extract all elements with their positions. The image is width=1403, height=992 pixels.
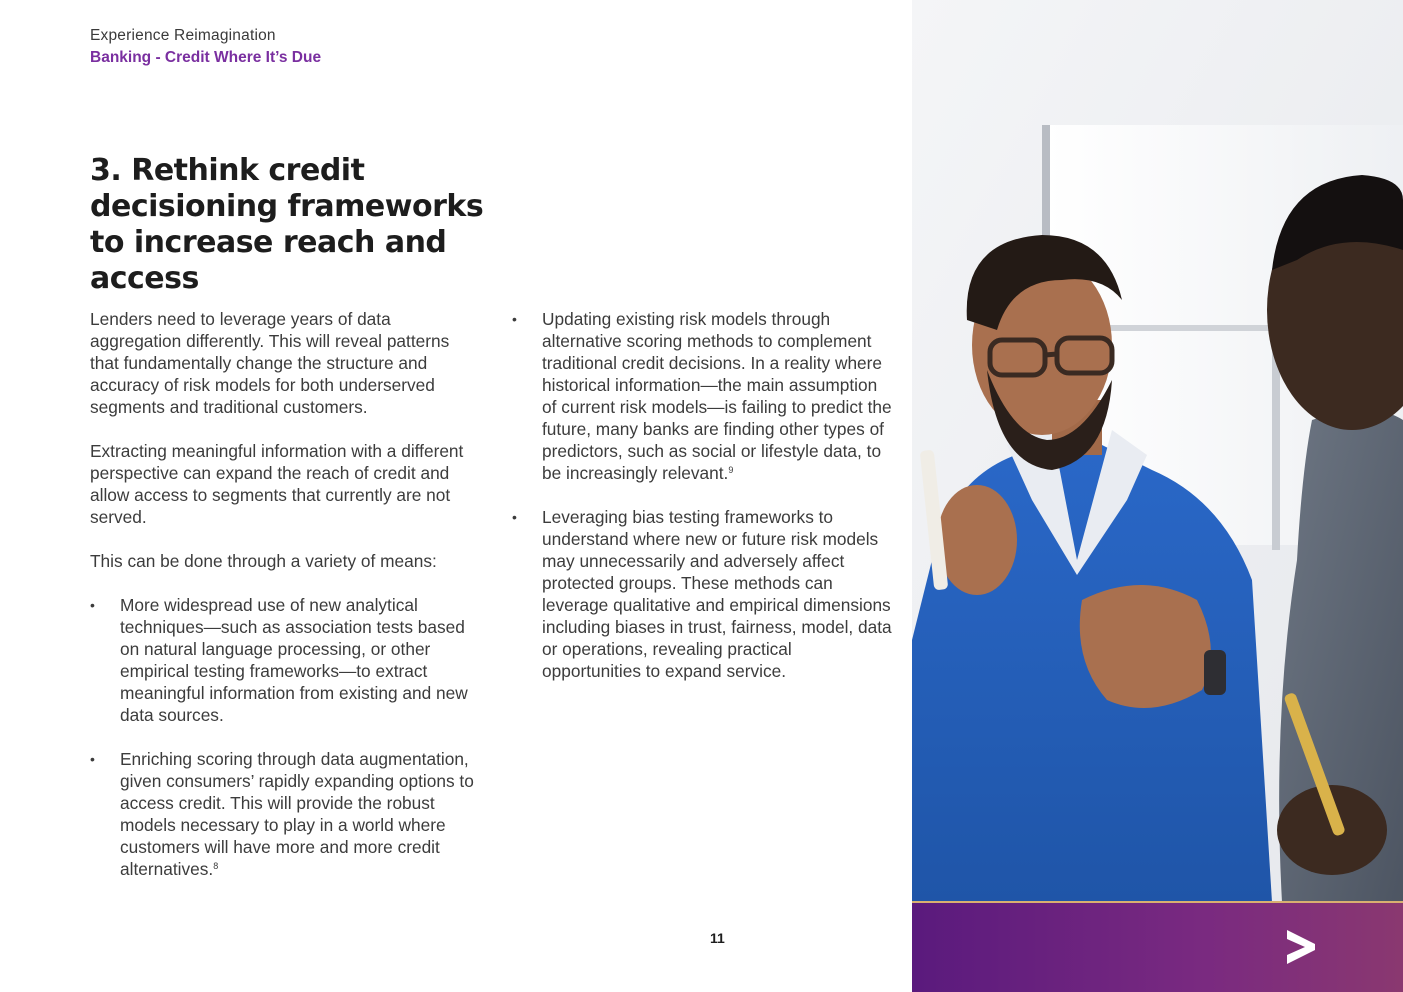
two-men-conversation-photo xyxy=(912,0,1403,902)
header-title: Banking - Credit Where It’s Due xyxy=(90,49,322,66)
page-number: 11 xyxy=(710,930,725,946)
bullet-text: More widespread use of new analytical techniques—such as association tests based on natural language processing, or other empirical testing frameworks—to extract meaningful information from existing and new data sources. xyxy=(120,595,468,725)
footnote-ref: 9 xyxy=(728,465,734,475)
brand-band xyxy=(912,903,1403,992)
bullet-item xyxy=(90,748,475,880)
bullet-dot: • xyxy=(512,311,517,327)
bullet-text: Leveraging bias testing frameworks to understand where new or future risk models may unnecessarily and adversely affect protected groups. These methods can leverage qualitative and empirical dimensions including biases in trust, fairness, model, data or operations, revealing practical opportunities to expand service. xyxy=(542,507,892,681)
bullet-dot: • xyxy=(512,509,517,525)
paragraph: Lenders need to leverage years of data aggregation differently. This will reveal patterns that fundamentally change the structure and accuracy of risk models for both underserved segments and traditional customers. xyxy=(90,309,450,417)
paragraph: Extracting meaningful information with a different perspective can expand the reach of credit and allow access to segments that currently are not served. xyxy=(90,441,464,527)
bullet-dot: • xyxy=(90,597,95,613)
bullet-text: Enriching scoring through data augmentation, given consumers’ rapidly expanding options to access credit. This will provide the robust models necessary to play in a world where customers will have more and more credit alternatives. xyxy=(120,749,474,879)
bullet-dot: • xyxy=(90,751,95,767)
bullet-text: Updating existing risk models through alternative scoring methods to complement traditional credit decisions. In a reality where historical information—the main assumption of current risk models—is failing to predict the future, many banks are finding other types of predictors, such as social or lifestyle data, to be increasingly relevant. xyxy=(542,309,892,483)
paragraph: This can be done through a variety of means: xyxy=(90,551,437,571)
accenture-greater-than-logo-icon xyxy=(1285,930,1317,964)
header-subtitle: Experience Reimagination xyxy=(90,27,276,44)
bullet-item xyxy=(512,308,892,484)
footnote-ref: 8 xyxy=(213,861,219,871)
left-column xyxy=(90,308,475,902)
bullet-item xyxy=(90,594,475,726)
bullet-item xyxy=(512,506,892,682)
right-column xyxy=(512,308,892,704)
page-headline: 3. Rethink credit decisioning frameworks to increase reach and access xyxy=(90,153,484,296)
